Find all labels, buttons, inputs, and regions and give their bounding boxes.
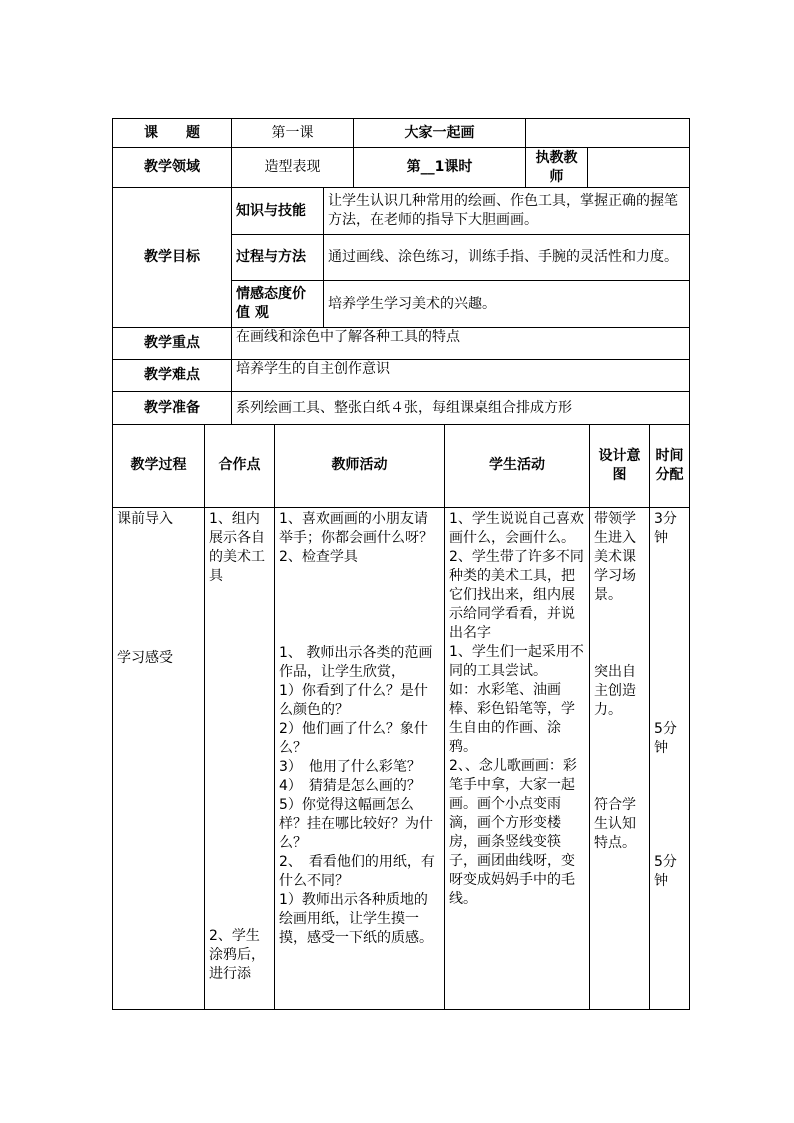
objective-label: 情感态度价值 观 xyxy=(232,281,324,328)
key-point-text: 在画线和涂色中了解各种工具的特点 xyxy=(232,328,690,360)
intent-text: 突出自主创造力。 xyxy=(594,663,636,718)
stage-cell xyxy=(113,507,205,1009)
process-header-time: 时间分配 xyxy=(650,425,690,507)
preparation-text: 系列绘画工具、整张白纸４张，每组课桌组合排成方形 xyxy=(232,392,690,425)
objectives-label: 教学目标 xyxy=(113,188,232,328)
process-header-student: 学生活动 xyxy=(445,425,590,507)
intent-text: 带领学生进入美术课学习场景。 xyxy=(594,510,636,603)
key-point-label: 教学重点 xyxy=(113,328,232,360)
time-cell xyxy=(650,507,690,1009)
lesson-info-table xyxy=(112,118,690,425)
student-cell xyxy=(445,507,590,1009)
stage-text: 课前导入 xyxy=(117,510,173,527)
process-header-teacher: 教师活动 xyxy=(275,425,445,507)
time-text: 5分钟 xyxy=(654,853,677,889)
intent-cell xyxy=(590,507,650,1009)
process-header-intent: 设计意图 xyxy=(590,425,650,507)
objective-text: 通过画线、涂色练习，训练手指、手腕的灵活性和力度。 xyxy=(324,235,690,281)
domain-value: 造型表现 xyxy=(232,148,354,188)
domain-label: 教学领域 xyxy=(113,148,232,188)
time-text: 3分钟 xyxy=(654,510,677,546)
teacher-cell xyxy=(275,507,445,1009)
empty-cell xyxy=(526,119,690,148)
period-value: 第__1课时 xyxy=(354,148,526,188)
lesson-number: 第一课 xyxy=(232,119,354,148)
objective-label: 知识与技能 xyxy=(232,188,324,235)
objective-text: 培养学生学习美术的兴趣。 xyxy=(324,281,690,328)
coop-text: 2、学生涂鸦后，进行添 xyxy=(209,927,265,982)
objective-label: 过程与方法 xyxy=(232,235,324,281)
teacher-value xyxy=(588,148,690,188)
process-header-coop: 合作点 xyxy=(205,425,275,507)
teacher-label: 执教教师 xyxy=(526,148,588,188)
student-text: 1、学生说说自己喜欢画什么，会画什么。 2、学生带了许多不同种类的美术工具，把它们找出来，组内展示给同学看看，并说出名字 xyxy=(449,510,584,641)
topic-label: 课 题 xyxy=(113,119,232,148)
stage-text: 学习感受 xyxy=(117,649,173,666)
student-text: 1、学生们一起采用不同的工具尝试。 如：水彩笔、油画棒、彩色铅笔等，学生自由的作画、涂鸦。 2、、念儿歌画画：彩笔手中拿，大家一起画。画个小点变雨滴，画个方形变楼房，画条竖线变筷子，画团曲线呀，变呀变成妈妈手中的毛线。 xyxy=(449,643,584,907)
process-table xyxy=(112,425,690,1010)
coop-text: 1、组内展示各自的美术工具 xyxy=(209,510,265,584)
coop-cell xyxy=(205,507,275,1009)
intent-text: 符合学生认知特点。 xyxy=(594,796,636,851)
preparation-label: 教学准备 xyxy=(113,392,232,425)
process-header-stage: 教学过程 xyxy=(113,425,205,507)
time-text: 5分钟 xyxy=(654,720,677,756)
lesson-title: 大家一起画 xyxy=(354,119,526,148)
objective-text: 让学生认识几种常用的绘画、作色工具，掌握正确的握笔方法，在老师的指导下大胆画画。 xyxy=(324,188,690,235)
teacher-text: 1、 教师出示各类的范画作品，让学生欣赏， 1）你看到了什么？是什么颜色的？ 2）他们画了什么？象什么？ 3） 他用了什么彩笔？ 4） 猜猜是怎么画的？ 5）你觉得这幅画怎么样？挂在哪比较好？为什么？ 2、 看看他们的用纸，有什么不同？ 1）教师出示各种质地的绘画用纸，让学生摸一摸，感受一下纸的质感。 xyxy=(279,644,435,946)
difficulty-label: 教学难点 xyxy=(113,360,232,392)
difficulty-text: 培养学生的自主创作意识 xyxy=(232,360,690,392)
teacher-text: 1、喜欢画画的小朋友请举手；你都会画什么呀？ 2、检查学具 xyxy=(279,510,433,565)
